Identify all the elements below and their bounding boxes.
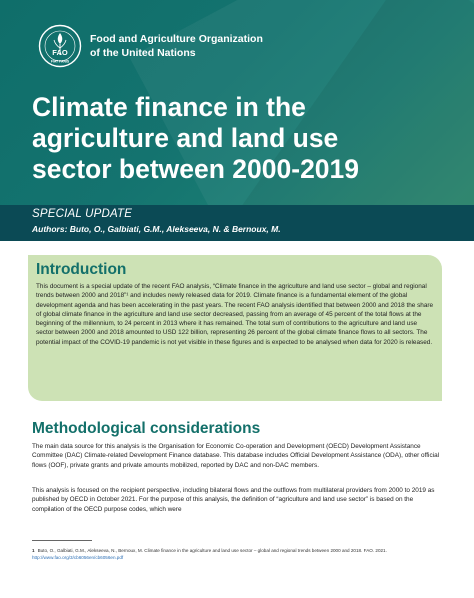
introduction-heading: Introduction xyxy=(36,261,127,278)
organization-line-1: Food and Agriculture Organization xyxy=(90,33,263,45)
organization-line-2: of the United Nations xyxy=(90,47,196,59)
page-title xyxy=(32,92,462,185)
fao-logo-icon xyxy=(38,24,82,68)
organization-name xyxy=(90,32,263,60)
logo-text: FAO xyxy=(52,48,68,57)
authors-line: Authors: Buto, O., Galbiati, G.M., Alekseeva, N. & Bernoux, M. xyxy=(32,224,281,234)
footnote-text: Buto, O., Galbiati, G.M., Alekseeva, N., Bernoux, M. Climate finance in the agriculture and land use sector – global and regional trends between 2000 and 2018. FAO. 2021. xyxy=(37,548,387,553)
methodology-paragraph-1: The main data source for this analysis is the Organisation for Economic Co-operation and Development (OECD) Development Assistance Committee (DAC) Climate-related Development Finance database. This database includes Official Development Assistance (ODA), other official flows (OOF), private grants and private amounts mobilized, reported by DAC and non-DAC members. xyxy=(32,443,440,469)
special-update-label: SPECIAL UPDATE xyxy=(32,208,133,220)
methodology-paragraph-2: This analysis is focused on the recipient perspective, including bilateral flows and the outflows from multilateral providers from 2000 to 2019 as published by OECD in October 2021. For the purpose of this analysis, the definition of “agriculture and land use sector” is based on the compilation of the OECD purpose codes, which were xyxy=(32,487,435,513)
methodology-heading: Methodological considerations xyxy=(32,420,261,437)
footnote-divider xyxy=(32,540,92,541)
title-line-3: sector between 2000-2019 xyxy=(32,154,360,184)
footnote-link[interactable]: http://www.fao.org/3/cb6056en/cb6056en.pdf xyxy=(32,555,124,560)
title-line-2: agriculture and land use xyxy=(32,123,339,153)
footnote-mark: 1 xyxy=(32,548,35,553)
logo-motto: FIAT PANIS xyxy=(50,59,70,64)
introduction-text: This document is a special update of the recent FAO analysis, “Climate finance in the agriculture and land use sector – global and regional trends between 2000 and 2018”¹ and includes newly released data for 2019. Climate finance is a fundamental element of the global development agenda and has been accelerating in the past years. The recent FAO analysis identified that between 2000 and 2018 the share of global climate finance in the agriculture and land use sector decreased, passing from an average of 45 percent of the total flows at the beginning of the millennium, to 24 percent in 2013 where it has remained. The total sum of contributions to the agriculture and land use sector between 2000 and 2018 amounted to USD 122 billion, representing 26 percent of the global climate finance flows to all sectors. The potential impact of the COVID-19 pandemic is not yet visible in these figures and is expected to be analysed when data for 2020 is released. xyxy=(36,283,434,346)
footnote xyxy=(32,547,442,561)
title-line-1: Climate finance in the xyxy=(32,92,306,122)
